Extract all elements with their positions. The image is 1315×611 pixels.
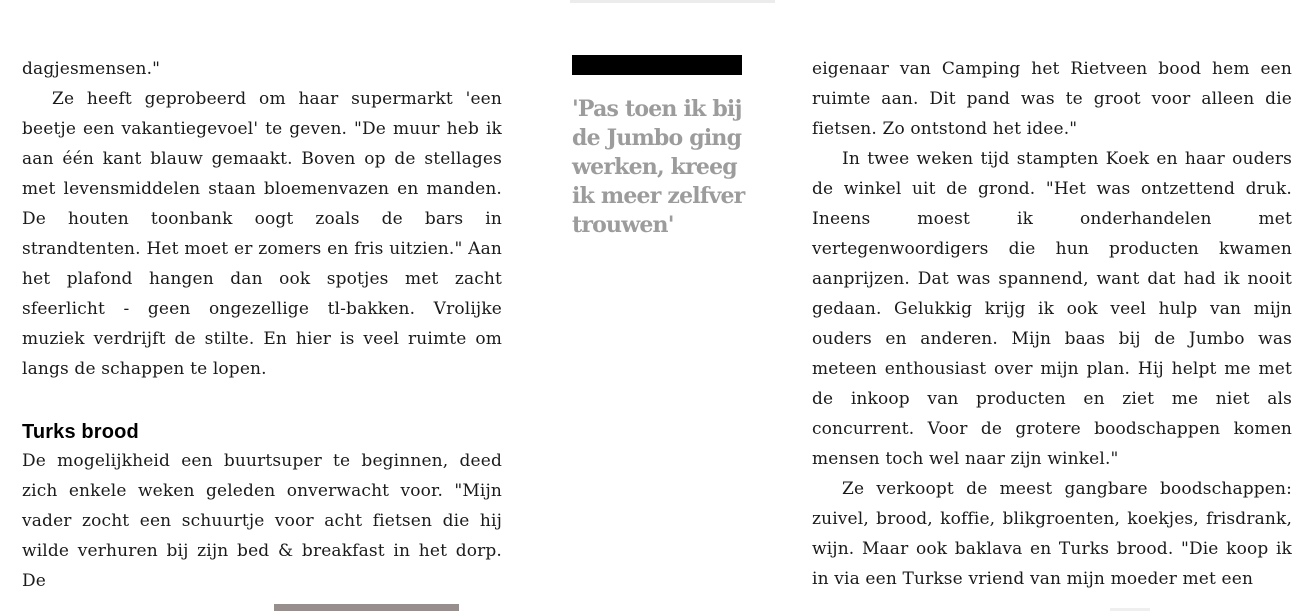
paragraph: In twee weken tijd stampten Koek en haar ouders de winkel uit de grond. "Het was ontzettend druk. Ineens moest ik onderhandelen met vertegenwoordigers die hun producten kwamen aanprijzen. Dat was spannend, want dat had ik nooit gedaan. Gelukkig krijg ik ook veel hulp van mijn ouders en anderen. Mijn baas bij de Jumbo was meteen enthousiast over mijn plan. Hij helpt me met de inkoop van producten en ziet me niet als concurrent. Voor de grotere boodschappen komen mensen toch wel naar zijn winkel." [812,149,1292,469]
paragraph: Ze verkoopt de meest gangbare boodschappen: zuivel, brood, koffie, blikgroenten, koekjes, frisdrank, wijn. Maar ook baklava en Turks brood. "Die koop ik in via een Turkse vriend van mijn moeder met een [812,479,1292,589]
pull-quote: 'Pas toen ik bij de Jumbo ging werken, kreeg ik meer zelfvertrouwen' [572,96,745,238]
paragraph: dagjesmensen." [22,59,161,79]
paragraph: Ze heeft geprobeerd om haar supermarkt 'een beetje een vakantiegevoel' te geven. "De muur heb ik aan één kant blauw gemaakt. Boven op de stellages met levensmiddelen staan bloemenvazen en manden. De houten toonbank oogt zoals de bars in strandtenten. Het moet er zomers en fris uitzien." Aan het plafond hangen dan ook spotjes met zacht sfeerlicht - geen ongezellige tl-bakken. Vrolijke muziek verdrijft de stilte. En hier is veel ruimte om langs de schappen te lopen. [22,89,502,379]
right-text-column [812,54,1292,594]
paragraph: eigenaar van Camping het Rietveen bood hem een ruimte aan. Dit pand was te groot voor alleen die fietsen. Zo ontstond het idee." [812,59,1292,139]
bottom-image-edge [274,604,459,611]
top-divider-stub [570,0,775,3]
paragraph: De mogelijkheid een buurtsuper te beginnen, deed zich enkele weken geleden onverwacht voor. "Mijn vader zocht een schuurtje voor acht fietsen die hij wilde verhuren bij zijn bed & breakfast in het dorp. De [22,451,502,591]
pull-quote-bar [572,55,742,75]
left-text-column [22,54,502,596]
section-heading: Turks brood [22,421,139,443]
